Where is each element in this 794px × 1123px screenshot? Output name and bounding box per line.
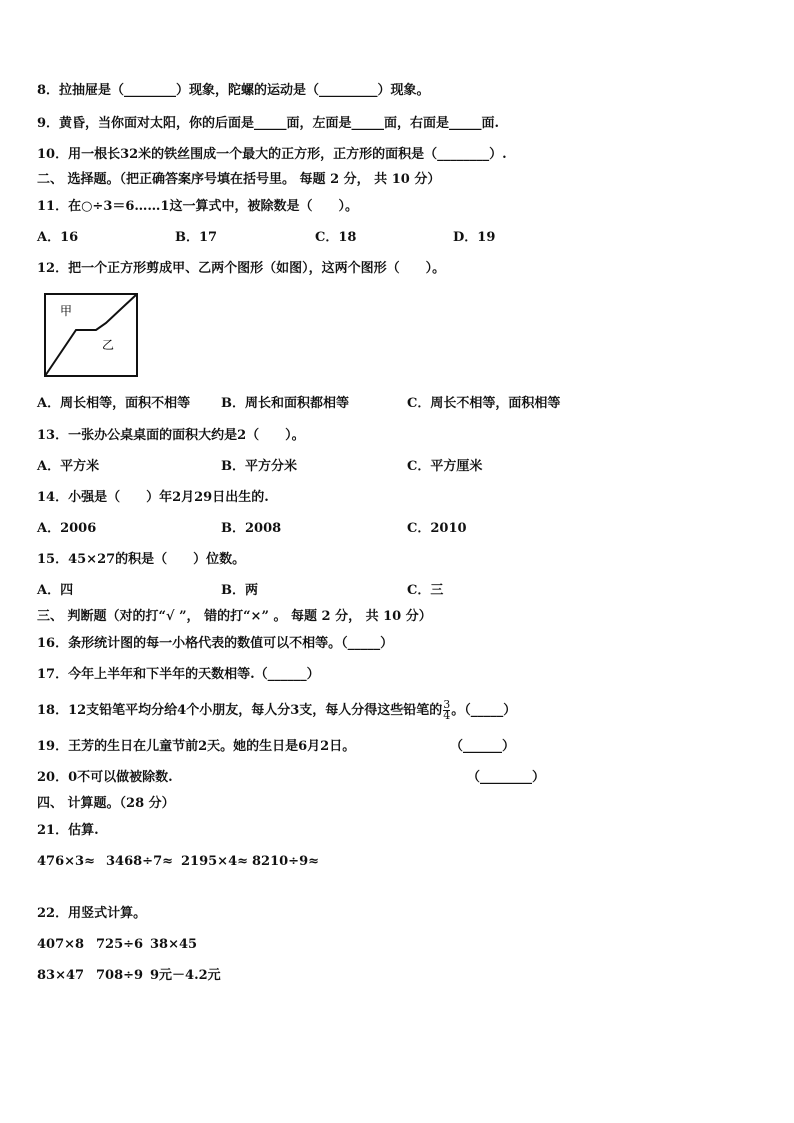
q18-text: 18．12支铅笔平均分给4个小朋友，每人分3支，每人分得这些铅笔的	[37, 703, 443, 718]
question-17: 17．今年上半年和下半年的天数相等.（______）	[37, 667, 320, 682]
q14-option-c: C．2010	[407, 521, 467, 536]
question-10: 10．用一根长32米的铁丝围成一个最大的正方形，正方形的面积是（________）.	[37, 147, 507, 162]
fraction-denominator: 4	[443, 709, 451, 722]
q14-option-a: A．2006	[37, 521, 97, 536]
fraction-numerator: 3	[443, 698, 451, 711]
question-18	[37, 700, 516, 721]
question-13: 13．一张办公桌桌面的面积大约是2（ ）。	[37, 428, 305, 443]
q15-option-a: A．四	[37, 583, 74, 598]
estimate-item-2: 3468÷7≈	[106, 854, 174, 869]
estimate-item-3: 2195×4≈	[181, 854, 249, 869]
question-11: 11．在○÷3＝6……1这一算式中，被除数是（ ）。	[37, 199, 358, 214]
section-3-heading: 三、 判断题（对的打“√ ”， 错的打“×” 。 每题 2 分， 共 10 分）	[37, 609, 432, 624]
section-2-heading: 二、 选择题。（把正确答案序号填在括号里。 每题 2 分， 共 10 分）	[37, 172, 441, 187]
question-22: 22．用竖式计算。	[37, 906, 147, 921]
q11-option-b: B．17	[175, 230, 218, 245]
q12-option-c: C．周长不相等，面积相等	[407, 396, 561, 411]
q20-answer-blank: （________）	[467, 770, 546, 785]
vertical-calc-5: 708÷9	[96, 968, 144, 983]
question-8: 8．拉抽屉是（________）现象，陀螺的运动是（_________）现象。	[37, 83, 430, 98]
question-19: 19．王芳的生日在儿童节前2天。她的生日是6月2日。	[37, 739, 356, 754]
q11-option-a: A．16	[37, 230, 79, 245]
question-14: 14．小强是（ ）年2月29日出生的.	[37, 490, 269, 505]
vertical-calc-2: 725÷6	[96, 937, 144, 952]
question-21: 21．估算.	[37, 823, 99, 838]
cut-line	[45, 294, 137, 376]
question-12: 12．把一个正方形剪成甲、乙两个图形（如图），这两个图形（ ）。	[37, 261, 446, 276]
question-20: 20．0不可以做被除数.	[37, 770, 173, 785]
q13-option-a: A．平方米	[37, 459, 100, 474]
question-15: 15．45×27的积是（ ）位数。	[37, 552, 246, 567]
estimate-item-4: 8210÷9≈	[252, 854, 320, 869]
question-9: 9．黄昏，当你面对太阳，你的后面是_____面，左面是_____面，右面是_____面.	[37, 116, 500, 131]
q19-answer-blank: （______）	[450, 739, 516, 754]
q12-option-b: B．周长和面积都相等	[221, 396, 349, 411]
vertical-calc-4: 83×47	[37, 968, 85, 983]
square-cut-figure	[44, 293, 138, 377]
q18-answer-blank: 。（_____）	[451, 703, 517, 718]
section-4-heading: 四、 计算题。（28 分）	[37, 796, 175, 811]
q11-option-c: C．18	[315, 230, 357, 245]
question-16: 16．条形统计图的每一小格代表的数值可以不相等。（_____）	[37, 636, 394, 651]
q11-option-d: D．19	[453, 230, 496, 245]
estimate-item-1: 476×3≈	[37, 854, 95, 869]
label-yi: 乙	[102, 338, 115, 352]
vertical-calc-3: 38×45	[150, 937, 198, 952]
q13-option-c: C．平方厘米	[407, 459, 483, 474]
vertical-calc-1: 407×8	[37, 937, 85, 952]
q14-option-b: B．2008	[221, 521, 282, 536]
fraction-three-quarters	[443, 700, 450, 721]
vertical-calc-6: 9元－4.2元	[150, 968, 221, 983]
label-jia: 甲	[60, 304, 73, 318]
q15-option-c: C．三	[407, 583, 444, 598]
q13-option-b: B．平方分米	[221, 459, 297, 474]
q12-option-a: A．周长相等，面积不相等	[37, 396, 191, 411]
q15-option-b: B．两	[221, 583, 258, 598]
